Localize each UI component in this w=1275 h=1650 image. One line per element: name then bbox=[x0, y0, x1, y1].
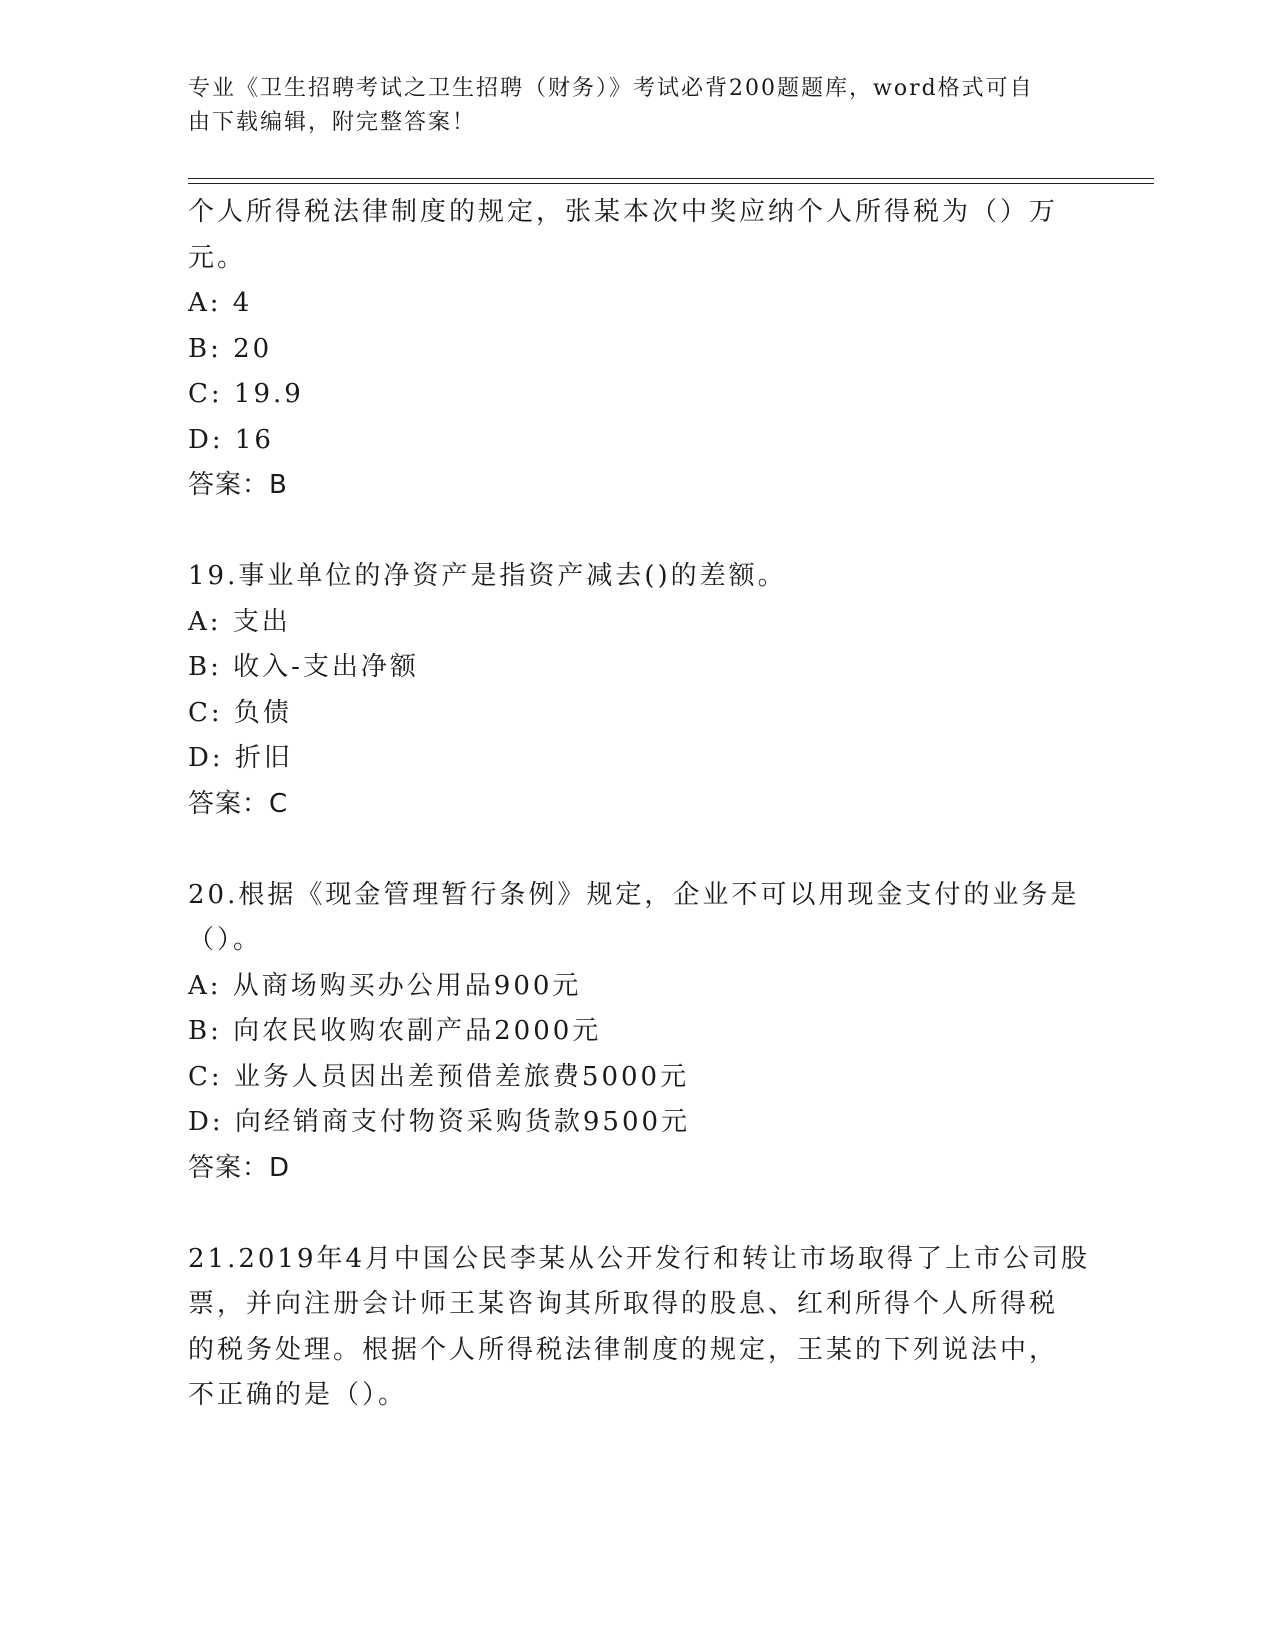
header-divider-top bbox=[188, 178, 1154, 179]
question-list bbox=[188, 190, 1091, 1419]
question-stem-line: 19.事业单位的净资产是指资产减去()的差额。 bbox=[188, 561, 787, 591]
option-d: D: 16 bbox=[188, 424, 274, 455]
answer-line: 答案：C bbox=[188, 788, 289, 819]
question-18 bbox=[188, 190, 1088, 509]
question-stem-line: 的税务处理。根据个人所得税法律制度的规定，王某的下列说法中， bbox=[188, 1334, 1059, 1365]
option-b: B: 收入-支出净额 bbox=[188, 652, 419, 682]
option-b: B: 向农民收购农副产品2000元 bbox=[188, 1016, 602, 1046]
question-stem-line: （）。 bbox=[188, 925, 263, 955]
header-line-1: 专业《卫生招聘考试之卫生招聘（财务）》考试必背200题题库，word格式可自 bbox=[188, 76, 1034, 101]
question-stem-line: 元。 bbox=[188, 242, 247, 273]
question-stem-line: 20.根据《现金管理暂行条例》规定，企业不可以用现金支付的业务是 bbox=[188, 879, 1080, 910]
question-stem-line: 个人所得税法律制度的规定，张某本次中奖应纳个人所得税为（）万 bbox=[188, 197, 1059, 227]
option-c: C: 负债 bbox=[188, 697, 292, 728]
question-21 bbox=[188, 1237, 1091, 1419]
header-divider-bottom bbox=[188, 183, 1154, 184]
question-19 bbox=[188, 554, 1088, 827]
question-stem-line: 21.2019年4月中国公民李某从公开发行和转让市场取得了上市公司股 bbox=[188, 1243, 1091, 1274]
answer-line: 答案：B bbox=[188, 470, 288, 500]
header-line-2: 由下载编辑，附完整答案！ bbox=[188, 110, 477, 135]
question-20 bbox=[188, 873, 1088, 1192]
option-c: C: 业务人员因出差预借差旅费5000元 bbox=[188, 1061, 690, 1092]
question-stem-line: 不正确的是（）。 bbox=[188, 1380, 408, 1410]
question-stem-line: 票，并向注册会计师王某咨询其所取得的股息、红利所得个人所得税 bbox=[188, 1289, 1059, 1319]
option-b: B: 20 bbox=[188, 333, 273, 364]
option-a: A: 4 bbox=[188, 288, 253, 318]
document-header bbox=[188, 72, 1068, 140]
option-a: A: 从商场购买办公用品900元 bbox=[188, 970, 582, 1001]
spacer bbox=[188, 827, 1088, 873]
spacer bbox=[188, 509, 1088, 555]
option-d: D: 向经销商支付物资采购货款9500元 bbox=[188, 1107, 691, 1137]
option-a: A: 支出 bbox=[188, 606, 291, 637]
option-c: C: 19.9 bbox=[188, 379, 304, 409]
spacer bbox=[188, 1191, 1088, 1237]
option-d: D: 折旧 bbox=[188, 743, 293, 773]
answer-line: 答案：D bbox=[188, 1152, 291, 1183]
